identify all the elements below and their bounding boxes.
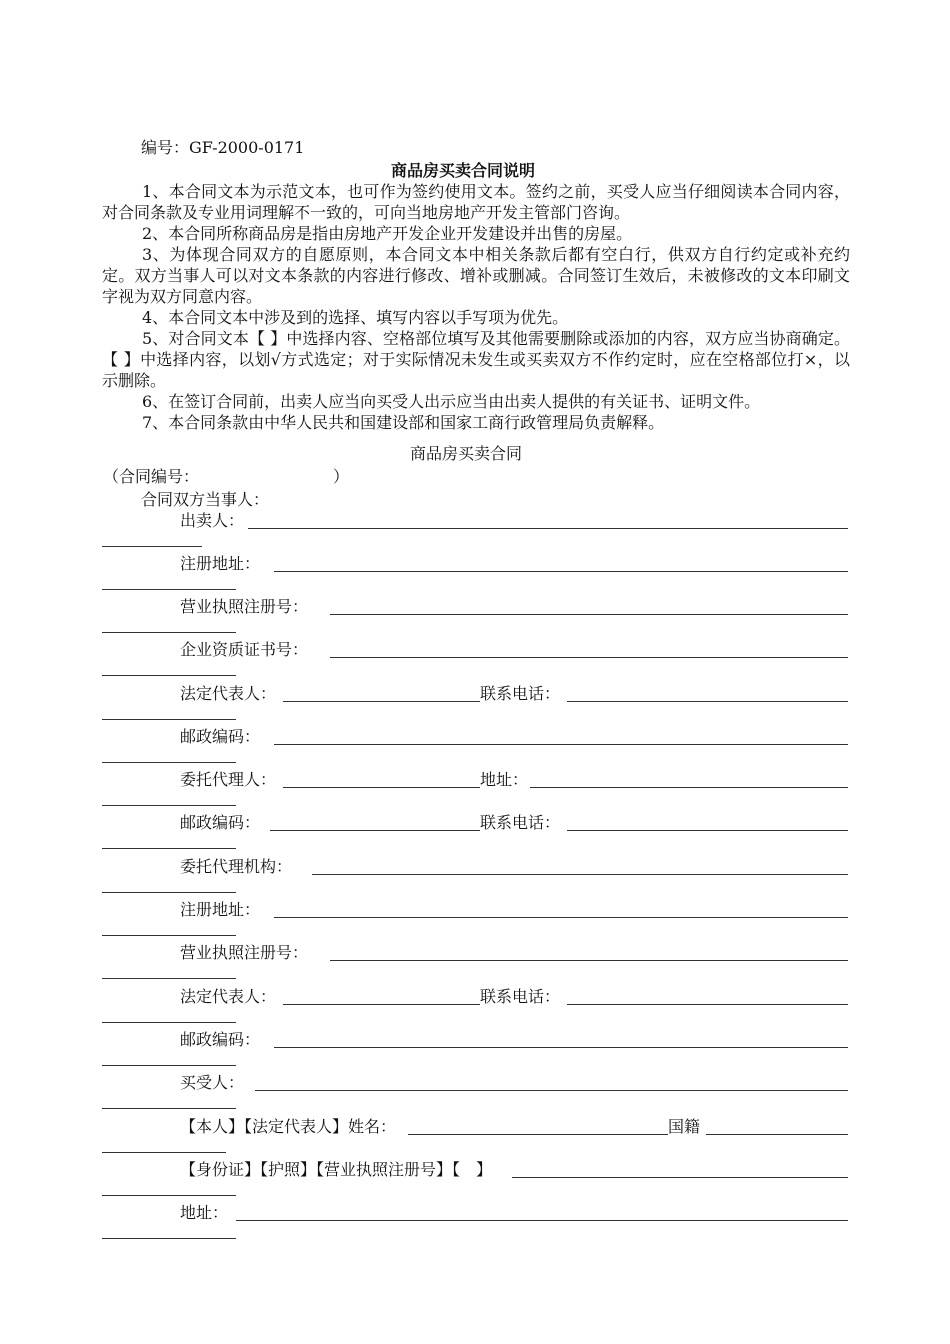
phone-input-line[interactable] <box>567 701 848 702</box>
biz-license-label: 营业执照注册号： <box>180 597 309 616</box>
phone3-input-line[interactable] <box>567 1004 848 1005</box>
note-7: 7、本合同条款由中华人民共和国建设部和国家工商行政管理局负责解释。 <box>142 413 665 432</box>
reg-address2-continuation-line <box>102 935 236 936</box>
phone2-input-line[interactable] <box>567 830 848 831</box>
biz-license-continuation-line <box>102 632 236 633</box>
postcode2-label: 邮政编码： <box>180 813 261 832</box>
agency-continuation-line <box>102 892 236 893</box>
qualification-continuation-line <box>102 675 236 676</box>
phone2-label: 联系电话： <box>480 813 561 832</box>
note-2: 2、本合同所称商品房是指由房地产开发企业开发建设并出售的房屋。 <box>142 224 633 243</box>
agent-continuation-line <box>102 805 236 806</box>
reg-address-continuation-line <box>102 589 236 590</box>
reg-address-label: 注册地址： <box>180 554 261 573</box>
reg-address2-label: 注册地址： <box>180 900 261 919</box>
agent-address-label: 地址： <box>480 770 529 789</box>
buyer-label: 买受人： <box>180 1073 245 1092</box>
buyer-name-continuation-line <box>102 1152 226 1153</box>
seller-input-line[interactable] <box>248 528 848 529</box>
qualification-label: 企业资质证书号： <box>180 640 309 659</box>
phone3-label: 联系电话： <box>480 987 561 1006</box>
doc-number: 编号：GF-2000-0171 <box>141 138 305 157</box>
buyer-address-input-line[interactable] <box>236 1220 848 1221</box>
buyer-name-input-line[interactable] <box>408 1134 668 1135</box>
postcode2-continuation-line <box>102 848 236 849</box>
legal-rep2-continuation-line <box>102 1022 236 1023</box>
postcode-continuation-line <box>102 762 236 763</box>
agent-input-line[interactable] <box>283 787 480 788</box>
note-3: 3、为体现合同双方的自愿原则，本合同文本中相关条款后都有空白行，供双方自行约定或补充约定。双方当事人可以对文本条款的内容进行修改、增补或删减。合同签订生效后，未被修改的文本印刷文字视为双方同意内容。 <box>102 245 850 306</box>
note-1: 1、本合同文本为示范文本，也可作为签约使用文本。签约之前，买受人应当仔细阅读本合同内容，对合同条款及专业用词理解不一致的，可向当地房地产开发主管部门咨询。 <box>102 182 850 222</box>
buyer-name-label: 【本人】【法定代表人】姓名： <box>180 1117 397 1136</box>
legal-rep-continuation-line <box>102 719 236 720</box>
agent-address-input-line[interactable] <box>530 787 848 788</box>
instructions-body <box>102 181 850 433</box>
postcode-label: 邮政编码： <box>180 727 261 746</box>
legal-rep2-label: 法定代表人： <box>180 987 277 1006</box>
postcode-input-line[interactable] <box>274 744 848 745</box>
biz-license2-continuation-line <box>102 978 236 979</box>
phone-label: 联系电话： <box>480 684 561 703</box>
postcode3-label: 邮政编码： <box>180 1030 261 1049</box>
agency-input-line[interactable] <box>312 874 848 875</box>
contract-title: 商品房买卖合同 <box>410 444 523 463</box>
legal-rep-input-line[interactable] <box>283 701 480 702</box>
seller-continuation-line <box>102 546 202 547</box>
reg-address2-input-line[interactable] <box>274 917 848 918</box>
note-6: 6、在签订合同前，出卖人应当向买受人出示应当由出卖人提供的有关证书、证明文件。 <box>142 392 761 411</box>
id-type-continuation-line <box>102 1195 236 1196</box>
biz-license2-label: 营业执照注册号： <box>180 943 309 962</box>
reg-address-input-line[interactable] <box>274 571 848 572</box>
parties-label: 合同双方当事人： <box>141 490 270 509</box>
buyer-input-line[interactable] <box>255 1090 848 1091</box>
postcode3-input-line[interactable] <box>274 1047 848 1048</box>
biz-license-input-line[interactable] <box>330 614 848 615</box>
contract-number-open: （合同编号： <box>103 467 200 486</box>
instructions-title: 商品房买卖合同说明 <box>391 161 536 180</box>
id-number-input-line[interactable] <box>512 1177 848 1178</box>
qualification-input-line[interactable] <box>330 657 848 658</box>
buyer-address-continuation-line <box>102 1238 236 1239</box>
postcode2-input-line[interactable] <box>270 830 480 831</box>
legal-rep-label: 法定代表人： <box>180 684 277 703</box>
biz-license2-input-line[interactable] <box>330 960 848 961</box>
note-4: 4、本合同文本中涉及到的选择、填写内容以手写项为优先。 <box>142 308 569 327</box>
buyer-address-label: 地址： <box>180 1203 229 1222</box>
nationality-input-line[interactable] <box>706 1134 848 1135</box>
agency-label: 委托代理机构： <box>180 857 293 876</box>
nationality-label: 国籍 <box>668 1117 701 1136</box>
seller-label: 出卖人： <box>180 511 245 530</box>
postcode3-continuation-line <box>102 1065 236 1066</box>
buyer-continuation-line <box>102 1108 236 1109</box>
contract-number-close: ） <box>333 467 350 486</box>
note-5: 5、对合同文本【 】中选择内容、空格部位填写及其他需要删除或添加的内容，双方应当协商确定。【 】中选择内容，以划√方式选定；对于实际情况未发生或买卖双方不作约定时，应在空格部位打×，以示删除。 <box>102 329 850 390</box>
agent-label: 委托代理人： <box>180 770 277 789</box>
legal-rep2-input-line[interactable] <box>283 1004 480 1005</box>
id-type-label: 【身份证】【护照】【营业执照注册号】【 】 <box>180 1160 493 1179</box>
